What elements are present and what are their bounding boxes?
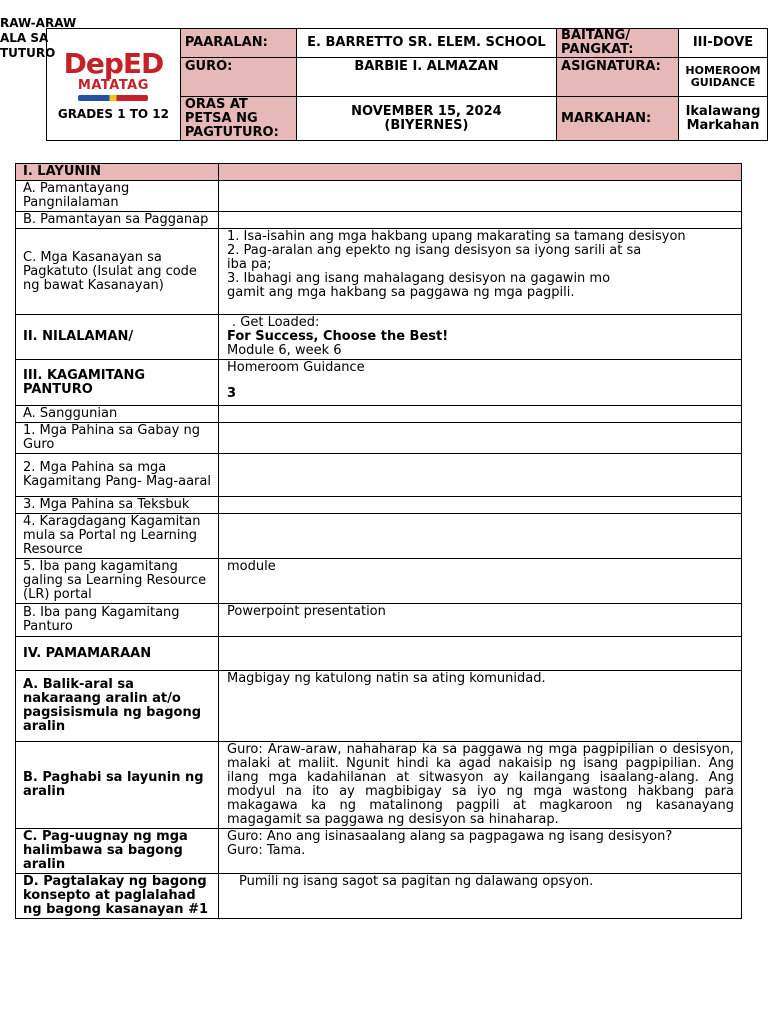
quarter-label: MARKAHAN: — [557, 97, 679, 141]
date-value — [296, 97, 556, 141]
deped-logo — [47, 29, 181, 141]
teacher-label: GURO: — [180, 58, 296, 97]
balik-aral-label: A. Balik-aral sa nakaraang aralin at/o pagsisismula ng bagong aralin — [16, 671, 219, 742]
kasanayan-label: C. Mga Kasanayan sa Pagkatuto (Isulat ang code ng bawat Kasanayan) — [16, 229, 219, 315]
gabay-guro-value — [219, 423, 742, 454]
pag-uugnay-value — [219, 829, 742, 874]
teacher-value: BARBIE I. ALMAZAN — [296, 58, 556, 97]
nilalaman-line-3: Module 6, week 6 — [227, 343, 342, 358]
grade-label: BAITANG/ PANGKAT: — [557, 29, 679, 58]
nilalaman-line-1: . Get Loaded: — [232, 315, 320, 330]
sanggunian-label: A. Sanggunian — [16, 406, 219, 423]
pamantayang-pangnilalaman-value — [219, 181, 742, 212]
kagamitan-label: III. KAGAMITANG PANTURO — [16, 360, 219, 406]
school-value: E. BARRETTO SR. ELEM. SCHOOL — [296, 29, 556, 58]
date-line-1: NOVEMBER 15, 2024 — [351, 103, 502, 119]
pamamaraan-value — [219, 637, 742, 671]
pag-uugnay-label: C. Pag-uugnay ng mga halimbawa sa bagong aralin — [16, 829, 219, 874]
gabay-guro-label: 1. Mga Pahina sa Gabay ng Guro — [16, 423, 219, 454]
sanggunian-value — [219, 406, 742, 423]
kagamitang-mag-aaral-label: 2. Mga Pahina sa mga Kagamitang Pang- Mag-aaral — [16, 454, 219, 497]
iba-lr-value: module — [219, 559, 742, 604]
subject-label: ASIGNATURA: — [557, 58, 679, 97]
date-line-2: (BIYERNES) — [384, 117, 469, 133]
kagamitan-line-1: Homeroom Guidance — [227, 360, 365, 375]
pamantayan-pagganap-label: B. Pamantayan sa Pagganap — [16, 212, 219, 229]
paghabi-label: B. Paghabi sa layunin ng aralin — [16, 742, 219, 829]
kasanayan-item-3b: gamit ang mga hakbang sa paggawa ng mga pagpili. — [227, 285, 575, 300]
kasanayan-value — [219, 229, 742, 315]
pagtalakay-value: Pumili ng isang sagot sa pagitan ng dalawang opsyon. — [219, 874, 742, 919]
matatag-stripe — [78, 95, 148, 101]
pamamaraan-heading: IV. PAMAMARAAN — [16, 637, 219, 671]
grade-value: III-DOVE — [678, 29, 767, 58]
balik-aral-value: Magbigay ng katulong natin sa ating komunidad. — [219, 671, 742, 742]
pagtalakay-label: D. Pagtalakay ng bagong konsepto at paglalahad ng bagong kasanayan #1 — [16, 874, 219, 919]
kagamitan-line-2: 3 — [227, 386, 237, 401]
iba-lr-label: 5. Iba pang kagamitang galing sa Learning Resource (LR) portal — [16, 559, 219, 604]
kasanayan-item-3a: 3. Ibahagi ang isang mahalagang desisyon na gagawin mo — [227, 271, 611, 286]
pag-uugnay-line-1: Guro: Ano ang isinasaalang alang sa pagpagawa ng isang desisyon? — [227, 829, 673, 844]
time-label: ORAS AT PETSA NG PAGTUTURO: — [180, 97, 296, 141]
lesson-plan-table — [15, 163, 742, 919]
nilalaman-value — [219, 315, 742, 360]
nilalaman-line-2: For Success, Choose the Best! — [227, 329, 449, 344]
layunin-heading: I. LAYUNIN — [16, 164, 219, 181]
layunin-heading-fill — [219, 164, 742, 181]
karagdagang-value — [219, 514, 742, 559]
kasanayan-item-2a: 2. Pag-aralan ang epekto ng isang desisyon sa iyong sarili at sa — [227, 243, 642, 258]
subject-value: HOMEROOM GUIDANCE — [678, 58, 767, 97]
grades-label: GRADES 1 TO 12 — [57, 106, 169, 121]
corner-title — [0, 16, 77, 61]
teksbuk-label: 3. Mga Pahina sa Teksbuk — [16, 497, 219, 514]
school-label: PAARALAN: — [180, 29, 296, 58]
kagamitan-value — [219, 360, 742, 406]
kagamitang-mag-aaral-value — [219, 454, 742, 497]
kasanayan-item-1: 1. Isa-isahin ang mga hakbang upang makarating sa tamang desisyon — [227, 229, 686, 244]
header-table — [46, 28, 768, 141]
deped-logo-text: DepED — [63, 46, 164, 80]
corner-line-2: ALA SA — [0, 31, 49, 45]
teksbuk-value — [219, 497, 742, 514]
pag-uugnay-line-2: Guro: Tama. — [227, 843, 306, 858]
iba-kagamitan-value: Powerpoint presentation — [219, 604, 742, 637]
pamantayang-pangnilalaman-label: A. Pamantayang Pangnilalaman — [16, 181, 219, 212]
karagdagang-label: 4. Karagdagang Kagamitan mula sa Portal ng Learning Resource — [16, 514, 219, 559]
iba-kagamitan-label: B. Iba pang Kagamitang Panturo — [16, 604, 219, 637]
corner-line-1: RAW-ARAW — [0, 16, 77, 30]
quarter-value: Ikalawang Markahan — [678, 97, 767, 141]
pamantayan-pagganap-value — [219, 212, 742, 229]
kasanayan-item-2b: iba pa; — [227, 257, 272, 272]
corner-line-3: TUTURO — [0, 46, 56, 60]
paghabi-value: Guro: Araw-araw, nahaharap ka sa paggawa ng mga pagpipilian o desisyon, malaki at maliit. Ngunit hindi ka agad nakaisip ng isang pagpipilian. Ang ilang mga kadahilanan at sitwasyon ay kailangang isaalang-alang. Ang modyul na ito ay magbibigay sa iyo ng mga wastong hakbang para makagawa ka ng matalinong pagpili at magkaroon ng kasanayang magagamit sa paggawa ng desisyon sa hinaharap. — [219, 742, 742, 829]
matatag-logo-text: MATATAG — [77, 77, 149, 93]
nilalaman-label: II. NILALAMAN/ — [16, 315, 219, 360]
